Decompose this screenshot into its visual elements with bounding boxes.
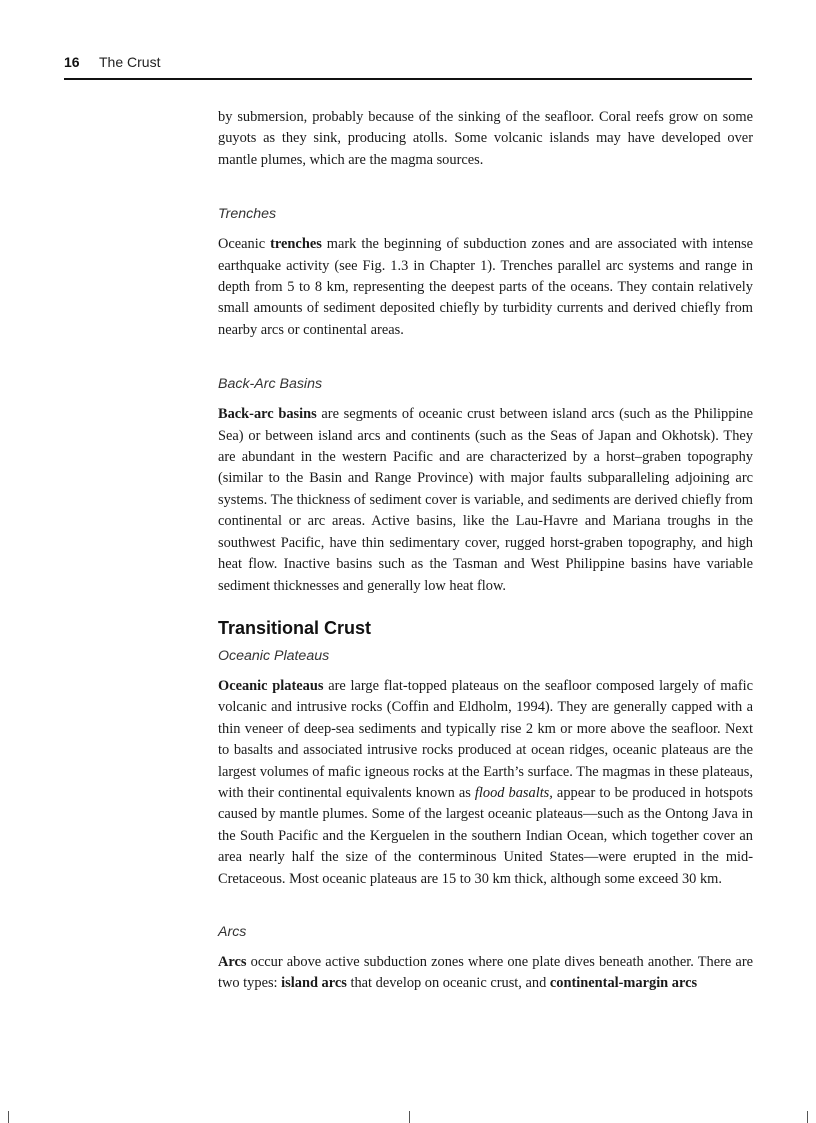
heading-transitional-crust: Transitional Crust [218, 617, 372, 638]
crop-mark-left [8, 1111, 9, 1123]
back-arc-text: are segments of oceanic crust between island arcs (such as the Philippine Sea) or between island arcs and continents (such as the Seas of Japan and Okhotsk). They are abundant in the western Pacific and are characterized by a horst–graben topography (similar to the Basin and Range Province) with major faults subparalleling adjoining arc systems. The thickness of sediment cover is variable, and sediments are derived chiefly from continental or arc areas. Active basins, like the Lau-Havre and Mariana troughs in the southwest Pacific, have thin sedimentary cover, rugged horst-graben topography, and high heat flow. Inactive basins such as the Tasman and West Philippine basins have variable sediment thicknesses and generally low heat flow. [218, 406, 753, 594]
intro-text: by submersion, probably because of the sinking of the seafloor. Coral reefs grow on some guyots as they sink, producing atolls. Some volcanic islands may have developed over mantle plumes, which are the magma sources. [218, 109, 753, 168]
term-trenches: trenches [270, 236, 322, 253]
term-flood-basalts: flood basalts, [474, 784, 553, 801]
body-text [218, 107, 753, 995]
trenches-lead: Oceanic [218, 236, 271, 253]
term-back-arc-basins: Back-arc basins [218, 406, 317, 423]
heading-arcs: Arcs [218, 923, 247, 940]
crop-mark-right [807, 1111, 808, 1123]
heading-oceanic-plateaus: Oceanic Plateaus [218, 647, 330, 664]
heading-trenches: Trenches [218, 206, 277, 223]
trenches-text: mark the beginning of subduction zones and are associated with intense earthquake activity (see Fig. 1.3 in Chapter 1). Trenches parallel arc systems and range in depth from 5 to 8 km, representing the deepest parts of the oceans. They contain relatively small amounts of sediment deposited chiefly by turbidity currents and derived chiefly from nearby arcs or continental areas. [218, 236, 754, 338]
term-arcs: Arcs [218, 953, 247, 970]
term-oceanic-plateaus: Oceanic plateaus [218, 677, 324, 694]
arcs-paragraph [218, 952, 753, 995]
crop-mark-center [409, 1111, 410, 1123]
arcs-text-b: that develop on oceanic crust, and [346, 975, 550, 992]
arcs-text-a: occur above active subduction zones where one plate dives beneath another. There are two types: [218, 953, 753, 992]
oceanic-plateaus-paragraph [218, 676, 753, 890]
intro-paragraph [218, 107, 753, 171]
term-continental-margin-arcs: continental-margin arcs [549, 975, 698, 992]
plateaus-text-b: appear to be produced in hotspots caused by mantle plumes. Some of the largest oceanic plateaus—such as the Ontong Java in the South Pacific and the Kerguelen in the southern Indian Ocean, which together cover an area nearly half the size of the conterminous United States—were erupted in the mid-Cretaceous. Most oceanic plateaus are 15 to 30 km thick, although some exceed 30 km. [218, 784, 754, 887]
trenches-paragraph [218, 234, 753, 341]
running-head [64, 54, 752, 80]
plateaus-text-a: are large flat-topped plateaus on the seafloor composed largely of mafic volcanic and intrusive rocks (Coffin and Eldholm, 1994). They are generally capped with a thin veneer of deep-sea sediments and typically rise 2 km or more above the seafloor. Next to basalts and associated intrusive rocks produced at ocean ridges, oceanic plateaus are the largest volumes of mafic igneous rocks at the Earth’s surface. The magmas in these plateaus, with their continental equivalents known as [218, 677, 753, 801]
term-island-arcs: island arcs [281, 975, 347, 992]
back-arc-paragraph [218, 404, 753, 597]
header-rule [64, 78, 752, 80]
page-number: 16 [64, 54, 80, 70]
heading-back-arc-basins: Back-Arc Basins [218, 376, 323, 393]
chapter-title: The Crust [99, 54, 161, 70]
